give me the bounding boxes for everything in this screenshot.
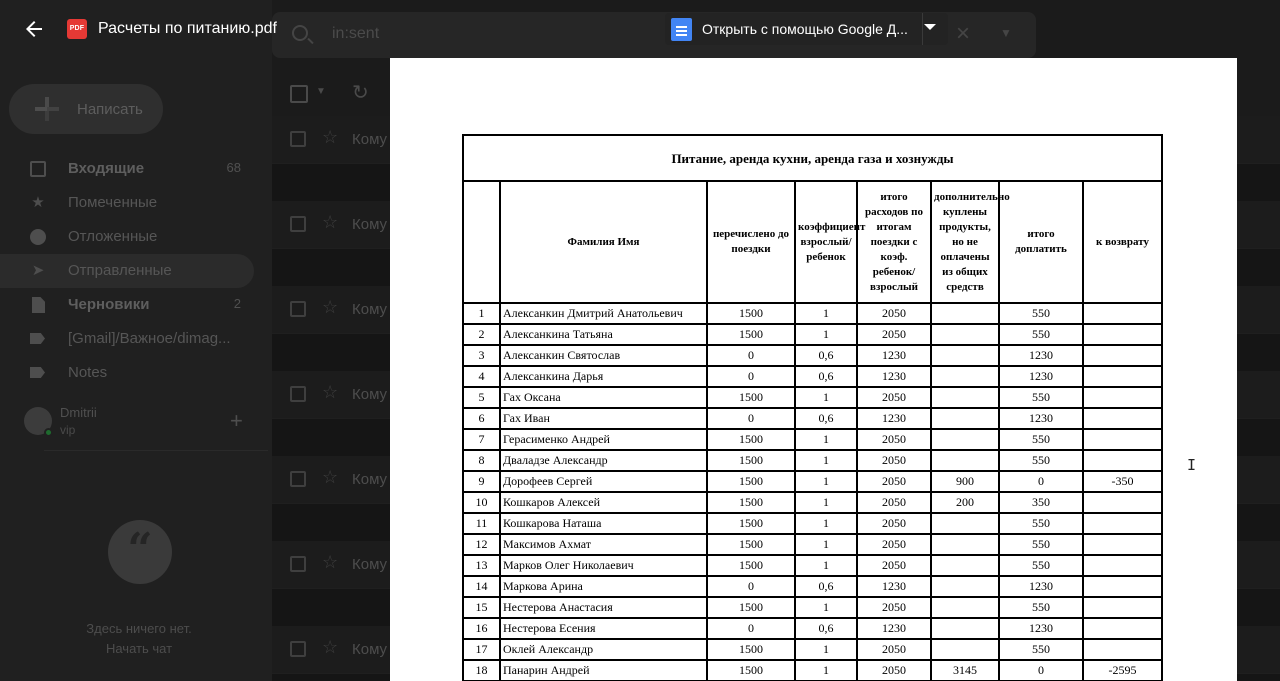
clock-icon xyxy=(30,229,46,245)
table-cell: 15 xyxy=(463,597,500,618)
table-row xyxy=(463,660,1162,681)
table-cell: 2050 xyxy=(857,387,931,408)
table-cell: Максимов Ахмат xyxy=(500,534,707,555)
table-cell: 2050 xyxy=(857,303,931,324)
table-cell: 1 xyxy=(795,555,857,576)
table-cell: Маркова Арина xyxy=(500,576,707,597)
table-row xyxy=(463,450,1162,471)
table-cell xyxy=(1083,450,1162,471)
table-row xyxy=(463,408,1162,429)
star-icon: ★ xyxy=(31,194,45,211)
table-cell xyxy=(1083,429,1162,450)
table-cell: 0 xyxy=(707,408,795,429)
nav-item-label: Черновики xyxy=(68,296,150,313)
add-chat-icon[interactable]: + xyxy=(230,408,243,433)
inbox-icon xyxy=(30,161,46,177)
nav-item-label: Отложенные xyxy=(68,228,158,245)
table-cell: 550 xyxy=(999,597,1083,618)
table-cell xyxy=(931,555,999,576)
table-cell: 2050 xyxy=(857,555,931,576)
table-cell: 550 xyxy=(999,450,1083,471)
table-cell: Герасименко Андрей xyxy=(500,429,707,450)
mail-checkbox[interactable] xyxy=(290,556,306,572)
nav-item-count: 2 xyxy=(233,296,241,311)
nav-item[interactable] xyxy=(0,322,254,356)
hangouts-quote-icon: “ xyxy=(108,520,172,584)
table-cell: 0 xyxy=(999,660,1083,681)
table-cell: 1500 xyxy=(707,597,795,618)
table-cell xyxy=(931,597,999,618)
nav-item-label: Помеченные xyxy=(68,194,158,211)
table-row xyxy=(463,597,1162,618)
table-cell: 1500 xyxy=(707,303,795,324)
table-cell: 550 xyxy=(999,429,1083,450)
table-cell: 3 xyxy=(463,345,500,366)
table-cell: 1 xyxy=(795,303,857,324)
table-cell: Алексанкин Дмитрий Анатольевич xyxy=(500,303,707,324)
table-cell: 13 xyxy=(463,555,500,576)
table-row xyxy=(463,345,1162,366)
pdf-file-icon: PDF xyxy=(67,19,87,39)
table-cell: 550 xyxy=(999,387,1083,408)
pdf-page[interactable] xyxy=(390,58,1237,681)
table-cell: -2595 xyxy=(1083,660,1162,681)
table-row xyxy=(463,387,1162,408)
table-cell xyxy=(931,303,999,324)
table-cell: 1500 xyxy=(707,471,795,492)
table-cell xyxy=(1083,366,1162,387)
table-cell: 550 xyxy=(999,639,1083,660)
table-cell: 2050 xyxy=(857,597,931,618)
table-cell: 1230 xyxy=(999,576,1083,597)
mail-checkbox[interactable] xyxy=(290,301,306,317)
table-cell: 18 xyxy=(463,660,500,681)
table-cell: 9 xyxy=(463,471,500,492)
table-cell: 4 xyxy=(463,366,500,387)
table-cell: 3145 xyxy=(931,660,999,681)
mail-checkbox[interactable] xyxy=(290,641,306,657)
table-cell: 1500 xyxy=(707,660,795,681)
star-icon[interactable]: ☆ xyxy=(322,467,339,487)
nav-item[interactable] xyxy=(0,356,254,390)
table-cell: 1 xyxy=(795,513,857,534)
nav-item-count: 68 xyxy=(226,160,241,175)
table-cell: 1230 xyxy=(857,618,931,639)
table-row xyxy=(463,303,1162,324)
table-cell: 1 xyxy=(795,324,857,345)
mail-recipient: Кому xyxy=(352,386,388,403)
gmail-sidebar xyxy=(0,0,272,681)
table-cell: 2050 xyxy=(857,534,931,555)
label-icon xyxy=(30,333,45,344)
online-status-icon xyxy=(44,428,53,437)
table-cell xyxy=(931,324,999,345)
table-cell: 550 xyxy=(999,534,1083,555)
table-cell xyxy=(1083,345,1162,366)
table-cell: 17 xyxy=(463,639,500,660)
table-cell: 6 xyxy=(463,408,500,429)
nutrition-table xyxy=(462,134,1163,681)
table-cell xyxy=(1083,534,1162,555)
mail-checkbox[interactable] xyxy=(290,386,306,402)
table-cell: Нестерова Анастасия xyxy=(500,597,707,618)
file-name: Расчеты по питанию.pdf xyxy=(98,20,277,37)
table-cell: 0 xyxy=(707,618,795,639)
table-cell: 1 xyxy=(795,387,857,408)
table-cell: Алексанкина Дарья xyxy=(500,366,707,387)
table-cell: 12 xyxy=(463,534,500,555)
table-row xyxy=(463,513,1162,534)
compose-label: Написать xyxy=(77,101,143,118)
table-cell: Нестерова Есения xyxy=(500,618,707,639)
table-cell: 5 xyxy=(463,387,500,408)
table-cell: -350 xyxy=(1083,471,1162,492)
table-cell: 550 xyxy=(999,303,1083,324)
table-row xyxy=(463,534,1162,555)
table-cell xyxy=(931,576,999,597)
table-cell: 1 xyxy=(795,471,857,492)
table-cell: 1 xyxy=(463,303,500,324)
text-cursor-icon: I xyxy=(1187,456,1197,474)
table-row xyxy=(463,429,1162,450)
compose-plus-icon xyxy=(35,97,59,121)
draft-icon xyxy=(32,297,45,313)
table-cell: 1 xyxy=(795,660,857,681)
table-cell xyxy=(1083,576,1162,597)
mail-checkbox[interactable] xyxy=(290,471,306,487)
table-cell xyxy=(931,450,999,471)
table-cell xyxy=(931,429,999,450)
table-cell: Гах Оксана xyxy=(500,387,707,408)
nav-item[interactable] xyxy=(0,220,254,254)
open-with-button[interactable] xyxy=(665,13,948,45)
clear-search-icon[interactable]: × xyxy=(956,20,971,47)
table-title: Питание, аренда кухни, аренда газа и хознужды xyxy=(463,135,1162,181)
table-cell: 900 xyxy=(931,471,999,492)
table-cell: 2050 xyxy=(857,450,931,471)
hangouts-user[interactable] xyxy=(24,405,264,439)
table-cell: 1230 xyxy=(999,366,1083,387)
table-row xyxy=(463,639,1162,660)
table-cell: 350 xyxy=(999,492,1083,513)
table-cell: 1500 xyxy=(707,513,795,534)
table-cell xyxy=(1083,408,1162,429)
mail-checkbox[interactable] xyxy=(290,131,306,147)
table-cell: Кошкарова Наташа xyxy=(500,513,707,534)
table-cell: Алексанкин Святослав xyxy=(500,345,707,366)
column-header: Фамилия Имя xyxy=(500,181,707,303)
table-cell: Кошкаров Алексей xyxy=(500,492,707,513)
table-cell xyxy=(931,513,999,534)
table-cell xyxy=(931,345,999,366)
table-cell: 1500 xyxy=(707,324,795,345)
nav-item-label: [Gmail]/Важное/dimag... xyxy=(68,330,231,347)
table-cell: 0 xyxy=(707,576,795,597)
table-cell: Гах Иван xyxy=(500,408,707,429)
table-cell: 0 xyxy=(707,366,795,387)
star-icon[interactable]: ☆ xyxy=(322,212,339,232)
search-icon[interactable] xyxy=(292,25,308,41)
mail-checkbox[interactable] xyxy=(290,216,306,232)
table-cell: 2050 xyxy=(857,429,931,450)
table-cell: 8 xyxy=(463,450,500,471)
table-cell xyxy=(1083,324,1162,345)
start-chat-link[interactable]: Начать чат xyxy=(105,641,173,656)
table-cell: 10 xyxy=(463,492,500,513)
star-icon[interactable]: ☆ xyxy=(322,127,339,147)
nav-item-label: Notes xyxy=(68,364,108,381)
nav-item[interactable] xyxy=(0,254,254,288)
table-cell xyxy=(1083,513,1162,534)
mail-recipient: Кому xyxy=(352,216,388,233)
star-icon[interactable]: ☆ xyxy=(322,552,339,572)
open-with-label: Открыть с помощью Google Д... xyxy=(702,21,908,37)
mail-recipient: Кому xyxy=(352,641,388,658)
table-row xyxy=(463,492,1162,513)
column-header: дополнительно куплены продукты, но не оплачены из общих средств xyxy=(931,181,999,303)
table-cell: Оклей Александр xyxy=(500,639,707,660)
select-menu-icon[interactable]: ▼ xyxy=(316,86,326,97)
label-icon xyxy=(30,367,45,378)
column-header: коэффициент взрослый/ребенок xyxy=(795,181,857,303)
table-cell: 2050 xyxy=(857,639,931,660)
table-cell: Дорофеев Сергей xyxy=(500,471,707,492)
table-cell: 550 xyxy=(999,555,1083,576)
table-cell: 0 xyxy=(999,471,1083,492)
table-cell xyxy=(1083,639,1162,660)
column-header xyxy=(463,181,500,303)
table-cell: 14 xyxy=(463,576,500,597)
table-row xyxy=(463,555,1162,576)
table-cell: 1230 xyxy=(999,345,1083,366)
open-with-dropdown-icon[interactable] xyxy=(924,24,936,30)
mail-recipient: Кому xyxy=(352,556,388,573)
table-cell xyxy=(931,387,999,408)
table-body xyxy=(463,303,1162,681)
column-header: перечислено до поездки xyxy=(707,181,795,303)
table-cell xyxy=(1083,492,1162,513)
table-cell: 1500 xyxy=(707,429,795,450)
refresh-icon[interactable]: ↻ xyxy=(352,82,369,104)
table-cell: 0,6 xyxy=(795,576,857,597)
table-cell: 1 xyxy=(795,450,857,471)
table-row xyxy=(463,366,1162,387)
table-cell: 1500 xyxy=(707,450,795,471)
table-cell: 1 xyxy=(795,429,857,450)
table-cell: Дваладзе Александр xyxy=(500,450,707,471)
table-cell: 1230 xyxy=(857,366,931,387)
table-row xyxy=(463,471,1162,492)
table-cell xyxy=(931,618,999,639)
column-header: итого расходов по итогам поездки с коэф. ребенок/взрослый xyxy=(857,181,931,303)
table-cell xyxy=(1083,618,1162,639)
table-cell: 1 xyxy=(795,534,857,555)
table-row xyxy=(463,324,1162,345)
compose-button[interactable] xyxy=(9,84,163,134)
table-cell: 1230 xyxy=(857,345,931,366)
table-cell: 0,6 xyxy=(795,408,857,429)
table-cell: 1230 xyxy=(857,408,931,429)
user-status: vip xyxy=(60,423,76,437)
table-cell: 0 xyxy=(707,345,795,366)
table-cell: 2 xyxy=(463,324,500,345)
table-cell: 2050 xyxy=(857,492,931,513)
table-cell: Алексанкина Татьяна xyxy=(500,324,707,345)
nav-item-label: Входящие xyxy=(68,160,145,177)
table-cell: 2050 xyxy=(857,660,931,681)
table-cell: 2050 xyxy=(857,324,931,345)
table-cell xyxy=(1083,555,1162,576)
table-cell xyxy=(1083,597,1162,618)
send-icon: ➤ xyxy=(31,262,45,279)
column-header: к возврату xyxy=(1083,181,1162,303)
table-cell: 550 xyxy=(999,324,1083,345)
table-cell: 1500 xyxy=(707,387,795,408)
star-icon[interactable]: ☆ xyxy=(322,382,339,402)
table-cell: 7 xyxy=(463,429,500,450)
mail-recipient: Кому xyxy=(352,301,388,318)
table-cell: 1 xyxy=(795,639,857,660)
table-cell xyxy=(931,639,999,660)
table-cell: 11 xyxy=(463,513,500,534)
table-cell: 0,6 xyxy=(795,618,857,639)
search-options-icon[interactable]: ▼ xyxy=(1000,26,1012,40)
select-all-checkbox[interactable] xyxy=(290,85,308,103)
table-row xyxy=(463,576,1162,597)
nav-item[interactable] xyxy=(0,152,254,186)
divider xyxy=(44,450,268,451)
table-cell: 550 xyxy=(999,513,1083,534)
nav-item[interactable] xyxy=(0,186,254,220)
table-cell: 1500 xyxy=(707,534,795,555)
table-cell: 1230 xyxy=(999,408,1083,429)
table-cell xyxy=(1083,387,1162,408)
table-cell: 1500 xyxy=(707,492,795,513)
mail-recipient: Кому xyxy=(352,471,388,488)
search-input[interactable]: in:sent xyxy=(332,25,380,42)
table-cell xyxy=(931,366,999,387)
google-docs-icon xyxy=(671,18,692,41)
table-cell xyxy=(1083,303,1162,324)
table-cell xyxy=(931,408,999,429)
nav-item-label: Отправленные xyxy=(68,262,172,279)
table-cell: 1500 xyxy=(707,639,795,660)
table-row xyxy=(463,618,1162,639)
table-cell xyxy=(931,534,999,555)
table-header-row xyxy=(463,181,1162,303)
table-cell: 1230 xyxy=(857,576,931,597)
nav-item[interactable] xyxy=(0,288,254,322)
user-name: Dmitrii xyxy=(60,405,97,420)
table-cell: 2050 xyxy=(857,471,931,492)
table-cell: 1500 xyxy=(707,555,795,576)
table-cell: 1 xyxy=(795,492,857,513)
star-icon[interactable]: ☆ xyxy=(322,297,339,317)
table-cell: 1 xyxy=(795,597,857,618)
column-header: итого доплатить xyxy=(999,181,1083,303)
table-cell: Марков Олег Николаевич xyxy=(500,555,707,576)
back-arrow-icon[interactable] xyxy=(22,17,46,41)
table-cell: 0,6 xyxy=(795,366,857,387)
table-cell: 200 xyxy=(931,492,999,513)
table-cell: 16 xyxy=(463,618,500,639)
table-cell: Панарин Андрей xyxy=(500,660,707,681)
star-icon[interactable]: ☆ xyxy=(322,637,339,657)
open-with-separator xyxy=(922,13,923,45)
table-cell: 1230 xyxy=(999,618,1083,639)
table-cell: 0,6 xyxy=(795,345,857,366)
hangouts-empty-text: Здесь ничего нет. xyxy=(86,621,192,636)
mail-recipient: Кому xyxy=(352,131,388,148)
table-cell: 2050 xyxy=(857,513,931,534)
